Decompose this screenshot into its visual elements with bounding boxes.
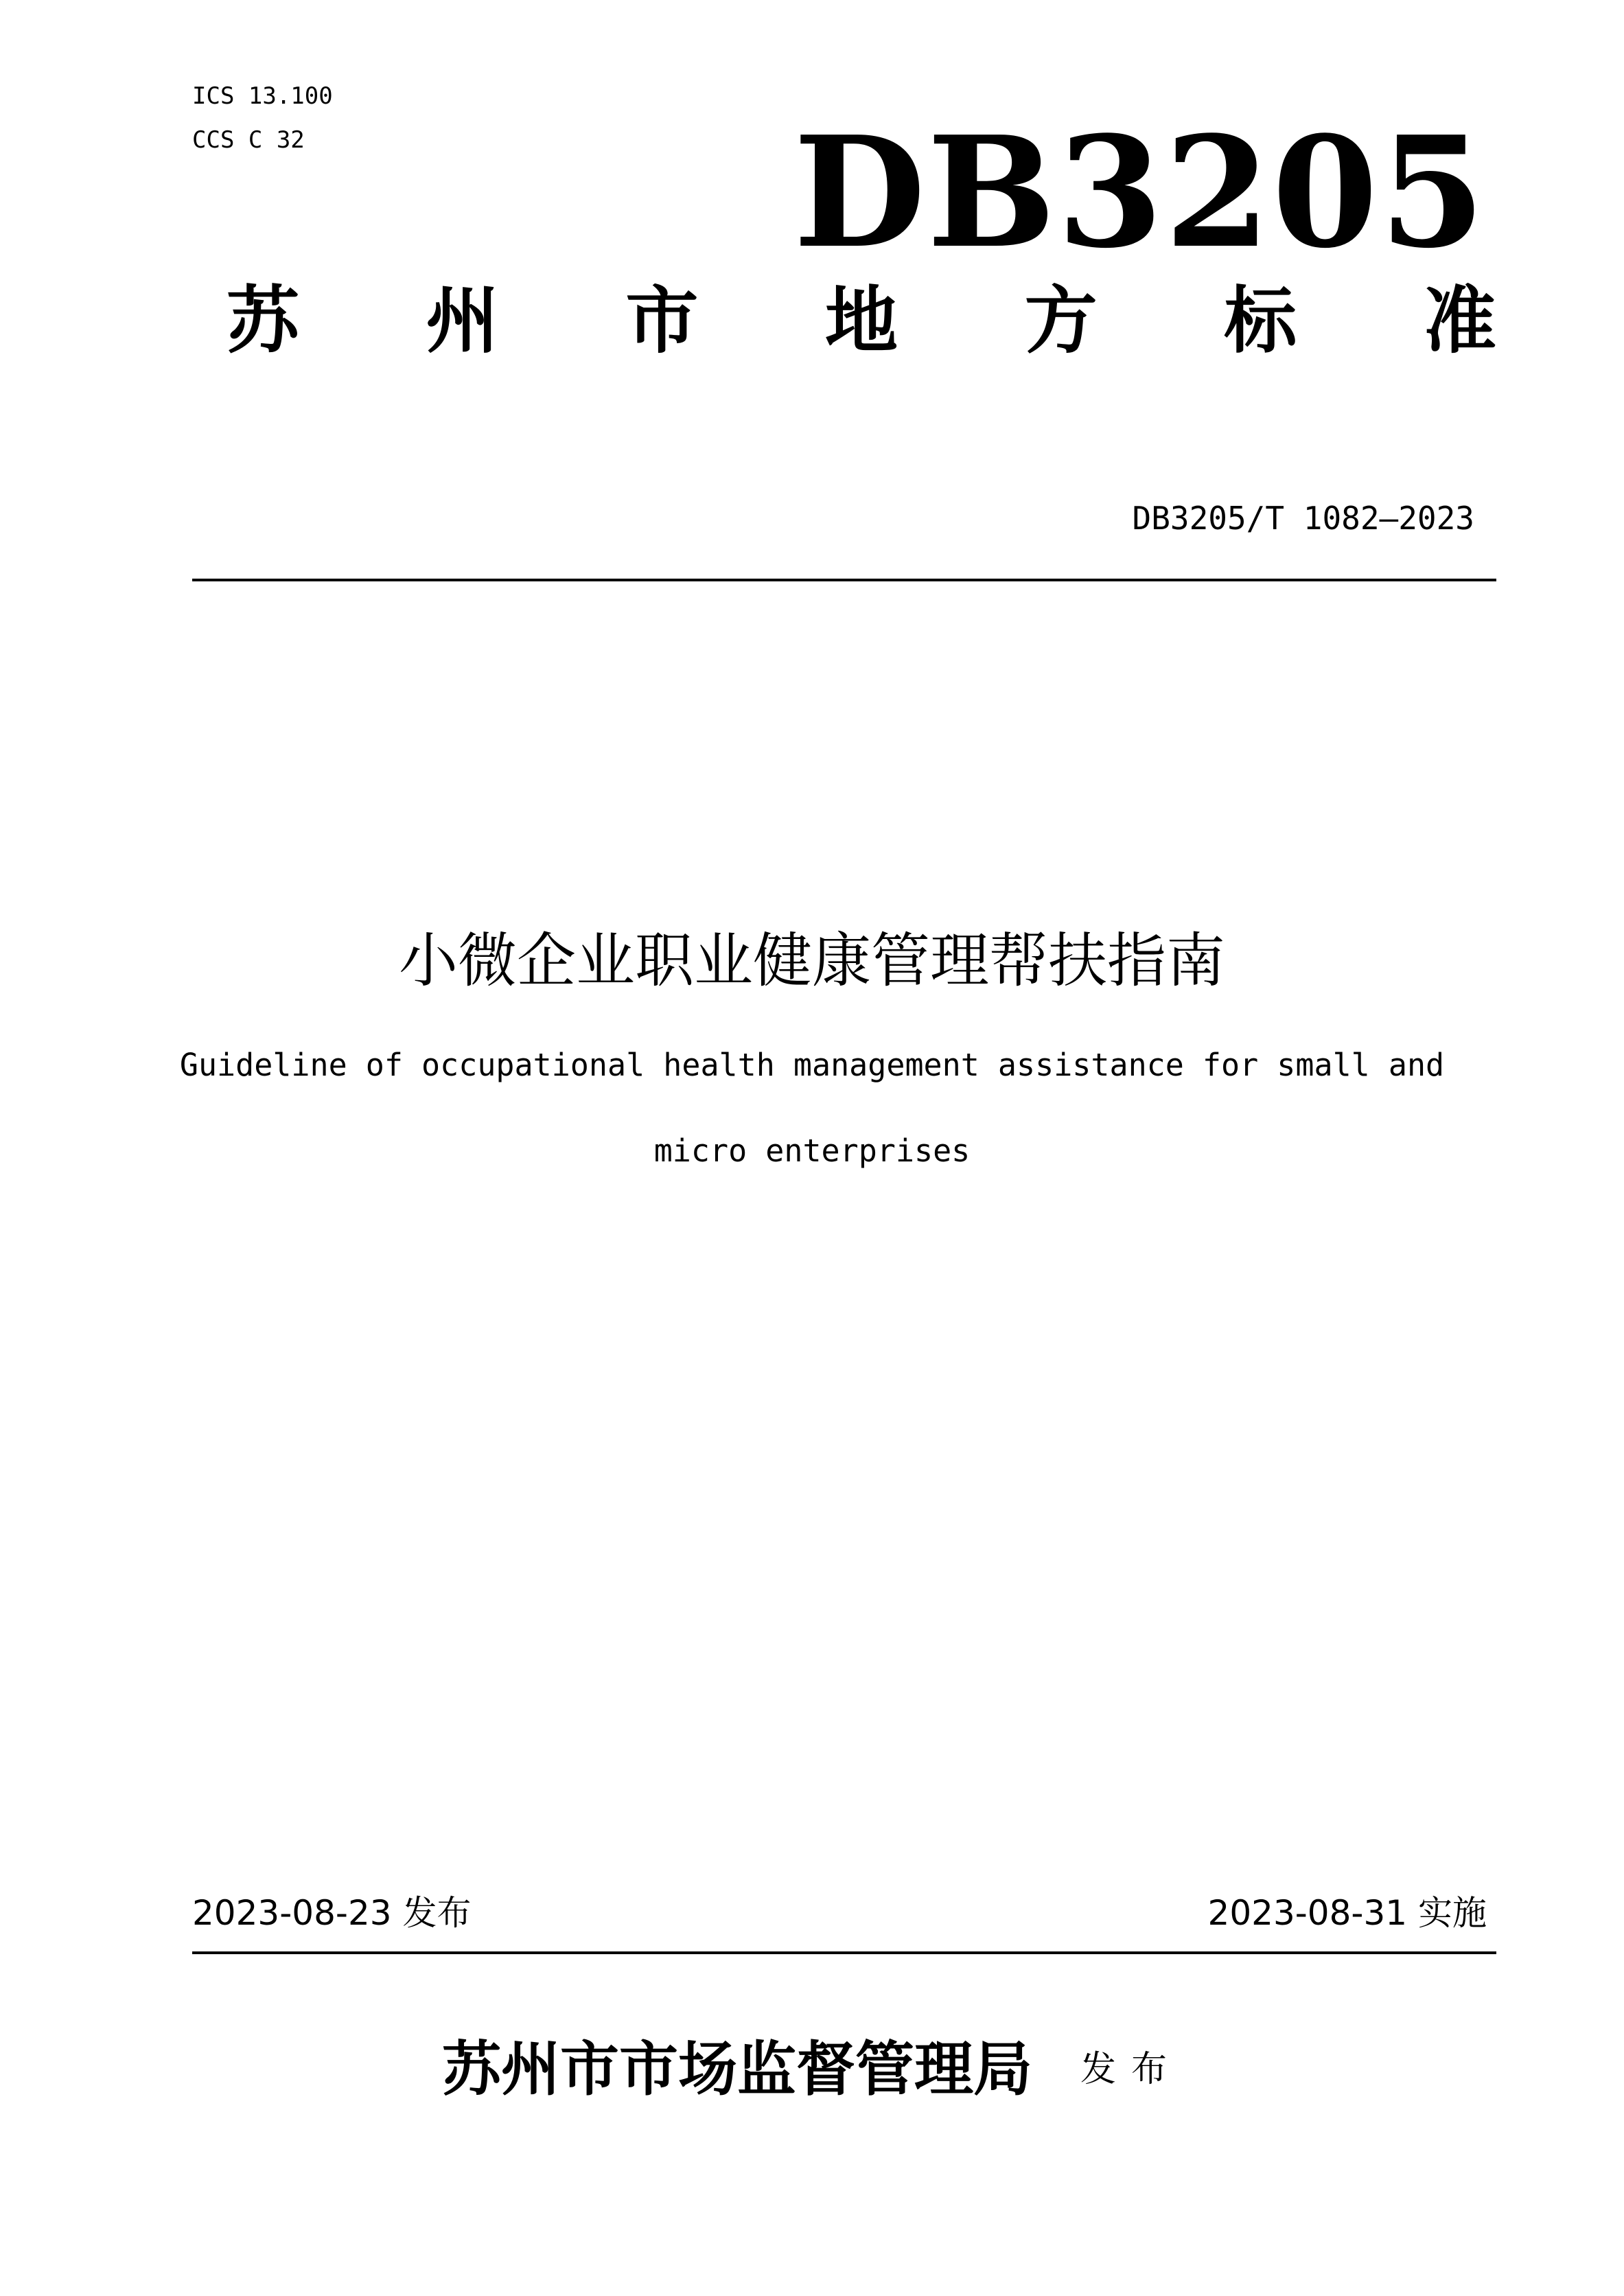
document-title-chinese: 小微企业职业健康管理帮扶指南 — [399, 927, 1225, 995]
ccs-code: CCS C 32 — [192, 126, 305, 154]
local-standard-char: 方 — [1024, 279, 1098, 363]
local-standard-char: 地 — [824, 279, 898, 363]
ics-code: ICS 13.100 — [192, 82, 333, 110]
implementation-date: 2023-08-31 实施 — [1207, 1893, 1487, 1933]
local-standard-char: 准 — [1423, 279, 1496, 363]
issuer-line — [0, 2032, 1624, 2107]
document-title-english-line1: Guideline of occupational health management assistance for small and — [179, 1047, 1445, 1083]
local-standard-char: 标 — [1224, 279, 1297, 363]
local-standard-char: 州 — [426, 279, 499, 363]
bottom-divider — [192, 1951, 1496, 1954]
issuer-name: 苏州市市场监督管理局 — [441, 2034, 1032, 2104]
standard-number: DB3205/T 1082—2023 — [1132, 500, 1474, 537]
standard-code-heading: DB3205 — [793, 104, 1487, 282]
local-standard-title — [227, 278, 1496, 364]
issuer-action: 发布 — [1080, 2049, 1182, 2090]
publish-date: 2023-08-23 发布 — [192, 1893, 472, 1933]
document-title-english-line2: micro enterprises — [653, 1133, 971, 1169]
local-standard-char: 苏 — [227, 279, 299, 363]
top-divider — [192, 579, 1496, 581]
local-standard-char: 市 — [625, 279, 699, 363]
